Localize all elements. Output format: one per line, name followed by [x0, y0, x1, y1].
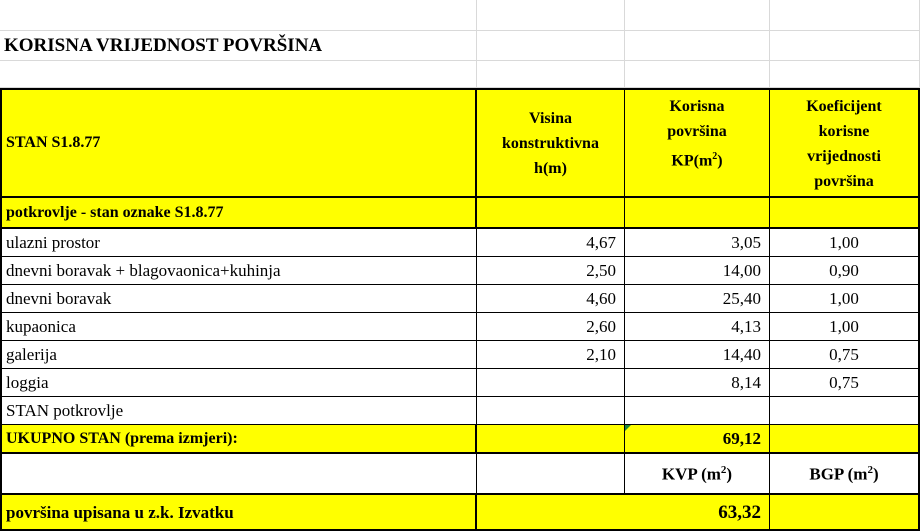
cell[interactable] [477, 61, 625, 88]
total-area-cell[interactable] [625, 425, 770, 454]
label-text: ) [872, 464, 879, 484]
header-line: Visina [529, 109, 572, 127]
title-row [0, 31, 920, 61]
area-cell[interactable]: 4,13 [625, 313, 770, 341]
cell[interactable] [625, 31, 770, 61]
total-label-cell[interactable]: UKUPNO STAN (prema izmjeri): [0, 425, 477, 454]
cell[interactable] [770, 61, 920, 88]
bgp-header-cell[interactable] [770, 454, 920, 495]
height-cell[interactable]: 2,60 [477, 313, 625, 341]
room-name-cell[interactable]: ulazni prostor [0, 229, 477, 257]
label-text: BGP (m [809, 464, 868, 484]
room-name-cell[interactable]: dnevni boravak + blagovaonica+kuhinja [0, 257, 477, 285]
header-text: ) [717, 152, 723, 170]
cell[interactable] [625, 61, 770, 88]
height-cell[interactable]: 4,67 [477, 229, 625, 257]
height-cell[interactable] [477, 369, 625, 397]
area-cell[interactable]: 3,05 [625, 229, 770, 257]
area-cell[interactable]: 14,00 [625, 257, 770, 285]
superscript: 2 [720, 463, 727, 476]
header-line: konstruktivna [502, 134, 599, 152]
table-row [0, 257, 920, 285]
superscript: 2 [712, 151, 718, 162]
label-text: ) [726, 464, 733, 484]
header-line: površina [667, 123, 727, 140]
header-line: površina [814, 173, 874, 190]
header-row [0, 88, 920, 198]
height-cell[interactable] [477, 397, 625, 425]
total-row [0, 425, 920, 454]
section-row [0, 198, 920, 229]
header-line: Koeficijent [806, 98, 882, 115]
header-line [625, 144, 769, 173]
area-cell[interactable] [625, 397, 770, 425]
cell[interactable] [0, 454, 477, 495]
coefficient-cell[interactable]: 1,00 [770, 229, 920, 257]
registered-value-cell[interactable]: 63,32 [477, 495, 770, 531]
height-cell[interactable]: 4,60 [477, 285, 625, 313]
table-row [0, 397, 920, 425]
room-name-cell[interactable]: dnevni boravak [0, 285, 477, 313]
cell[interactable] [477, 425, 625, 454]
comment-marker-icon [625, 425, 631, 431]
empty-row [0, 61, 920, 88]
label-text: KVP (m [661, 464, 721, 484]
bgp-label [809, 465, 878, 483]
cell[interactable] [770, 198, 920, 229]
registered-row [0, 495, 920, 531]
cell[interactable] [770, 0, 920, 31]
header-line: h(m) [534, 159, 567, 177]
cell[interactable] [625, 198, 770, 229]
area-cell[interactable]: 8,14 [625, 369, 770, 397]
height-cell[interactable]: 2,10 [477, 341, 625, 369]
sheet-title[interactable]: KORISNA VRIJEDNOST POVRŠINA [0, 31, 477, 61]
table-row [0, 341, 920, 369]
room-name-cell[interactable]: galerija [0, 341, 477, 369]
table-row [0, 369, 920, 397]
area-cell[interactable]: 14,40 [625, 341, 770, 369]
room-name-cell[interactable]: loggia [0, 369, 477, 397]
empty-row [0, 0, 920, 31]
visina-header-cell[interactable] [477, 88, 625, 198]
data-table [0, 88, 920, 531]
kvp-header-cell[interactable] [625, 454, 770, 495]
cell[interactable] [0, 61, 477, 88]
coefficient-cell[interactable]: 0,75 [770, 369, 920, 397]
coefficient-cell[interactable] [770, 397, 920, 425]
header-line: vrijednosti [807, 148, 881, 165]
cell[interactable] [770, 31, 920, 61]
superscript: 2 [867, 463, 873, 476]
total-area-value: 69,12 [722, 429, 761, 448]
korisna-header-cell[interactable] [625, 88, 770, 198]
cell[interactable] [770, 495, 920, 531]
header-line: Korisna [669, 98, 725, 115]
table-row [0, 285, 920, 313]
stan-header-cell[interactable]: STAN S1.8.77 [0, 88, 477, 198]
coefficient-cell[interactable]: 1,00 [770, 313, 920, 341]
cell[interactable] [0, 0, 477, 31]
koeficijent-header-cell[interactable] [770, 88, 920, 198]
subheader-row [0, 454, 920, 495]
cell[interactable] [770, 425, 920, 454]
header-text: KP(m [671, 152, 713, 170]
table-row [0, 313, 920, 341]
coefficient-cell[interactable]: 0,75 [770, 341, 920, 369]
coefficient-cell[interactable]: 0,90 [770, 257, 920, 285]
cell[interactable] [625, 0, 770, 31]
section-label-cell[interactable]: potkrovlje - stan oznake S1.8.77 [0, 198, 477, 229]
header-line: korisne [818, 123, 870, 140]
cell[interactable] [477, 31, 625, 61]
coefficient-cell[interactable]: 1,00 [770, 285, 920, 313]
cell[interactable] [477, 0, 625, 31]
room-name-cell[interactable]: STAN potkrovlje [0, 397, 477, 425]
area-cell[interactable]: 25,40 [625, 285, 770, 313]
height-cell[interactable]: 2,50 [477, 257, 625, 285]
cell[interactable] [477, 454, 625, 495]
cell[interactable] [477, 198, 625, 229]
kvp-label [662, 465, 732, 483]
table-row [0, 229, 920, 257]
room-name-cell[interactable]: kupaonica [0, 313, 477, 341]
registered-label-cell[interactable]: površina upisana u z.k. Izvatku [0, 495, 477, 531]
